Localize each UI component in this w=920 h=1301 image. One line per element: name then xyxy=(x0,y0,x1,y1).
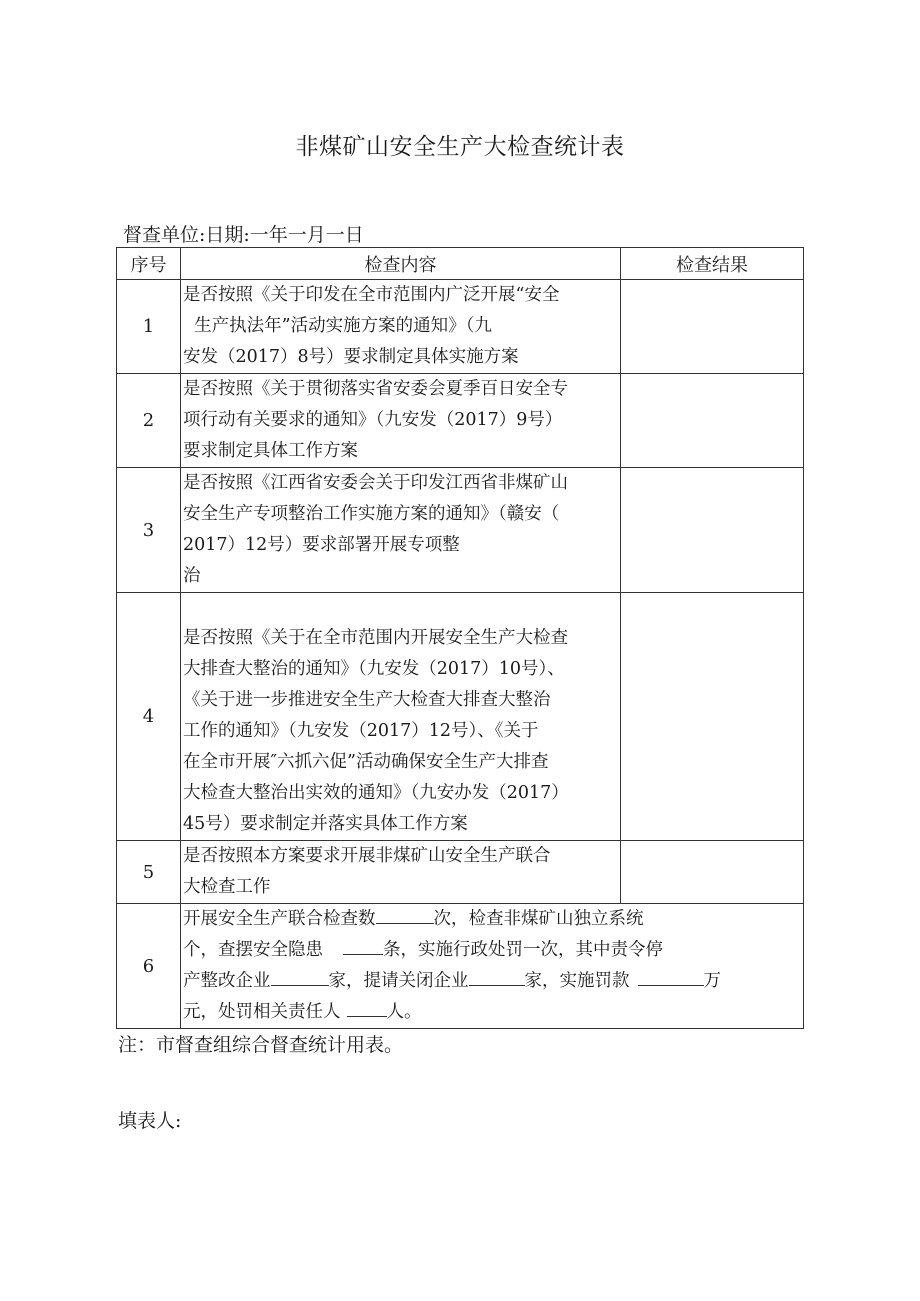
rectification-count-blank[interactable] xyxy=(271,967,329,986)
table-row xyxy=(117,468,804,593)
row-content xyxy=(181,593,621,841)
row-result-cell[interactable] xyxy=(621,374,804,468)
content-line: 是否按照《关于贯彻落实省安委会夏季百日安全专 xyxy=(183,379,568,399)
content-line: 治 xyxy=(183,566,201,586)
table-note: 注：市督查组综合督查统计用表。 xyxy=(118,1034,404,1056)
system-count-blank[interactable] xyxy=(343,936,383,955)
text-segment: 人。 xyxy=(386,1002,422,1022)
content-line: 工作的通知》（九安发（2017）12号）、《关于 xyxy=(183,721,539,741)
content-line: 45号）要求制定并落实具体工作方案 xyxy=(183,814,468,834)
content-line: 要求制定具体工作方案 xyxy=(183,441,358,461)
content-line xyxy=(183,935,801,966)
header-serial-no: 序号 xyxy=(117,248,181,280)
row-number: 6 xyxy=(117,904,181,1029)
row-content xyxy=(181,841,621,904)
row-content xyxy=(181,374,621,468)
content-line xyxy=(183,966,801,997)
row-content xyxy=(181,468,621,593)
text-segment: 次，检查非煤矿山独立系统 xyxy=(433,909,644,929)
inspection-unit-date-line: 督查单位:日期:一年一月一日 xyxy=(123,224,364,246)
table-row xyxy=(117,904,804,1029)
page-title: 非煤矿山安全生产大检查统计表 xyxy=(295,134,625,160)
content-line: 安发（2017）8号）要求制定具体实施方案 xyxy=(183,347,519,367)
content-line xyxy=(183,997,801,1028)
content-line: 是否按照《关于在全市范围内开展安全生产大检查 xyxy=(183,628,568,648)
text-segment: 家，提请关闭企业 xyxy=(328,971,469,991)
content-line: 是否按照《关于印发在全市范围内广泛开展“安全 xyxy=(183,285,560,305)
header-check-content: 检查内容 xyxy=(181,248,621,280)
table-row xyxy=(117,841,804,904)
row-result-cell[interactable] xyxy=(621,593,804,841)
content-line: 大检查工作 xyxy=(183,877,271,897)
row-number: 1 xyxy=(117,280,181,374)
row-number: 4 xyxy=(117,593,181,841)
row-number: 5 xyxy=(117,841,181,904)
row-result-cell[interactable] xyxy=(621,280,804,374)
inspection-table xyxy=(116,247,804,1029)
text-segment: 开展安全生产联合检查数 xyxy=(183,909,376,929)
content-line: 是否按照本方案要求开展非煤矿山安全生产联合 xyxy=(183,846,551,866)
content-line: 项行动有关要求的通知》（九安发（2017）9号） xyxy=(183,410,563,430)
content-line xyxy=(183,904,801,935)
closure-count-blank[interactable] xyxy=(469,967,525,986)
table-row xyxy=(117,280,804,374)
content-line: 在全市开展″六抓六促”活动确保安全生产大排查 xyxy=(183,752,549,772)
responsible-person-count-blank[interactable] xyxy=(347,998,387,1017)
text-segment: 万 xyxy=(703,971,721,991)
fine-amount-blank[interactable] xyxy=(638,967,704,986)
row-content xyxy=(181,280,621,374)
content-line: 大检查大整治出实效的通知》（九安办发（2017） xyxy=(183,783,569,803)
text-segment: 产整改企业 xyxy=(183,971,271,991)
content-line: 《关于进一步推进安全生产大检查大排查大整治 xyxy=(183,690,551,710)
row-number: 2 xyxy=(117,374,181,468)
table-header-row xyxy=(117,248,804,280)
filler-label: 填表人: xyxy=(118,1110,182,1132)
table-row xyxy=(117,593,804,841)
row-result-cell[interactable] xyxy=(621,468,804,593)
header-check-result: 检查结果 xyxy=(621,248,804,280)
row-number: 3 xyxy=(117,468,181,593)
text-segment: 家，实施罚款 xyxy=(524,971,630,991)
table-row xyxy=(117,374,804,468)
text-segment: 条，实施行政处罚一次，其中责令停 xyxy=(383,940,663,960)
content-line: 是否按照《江西省安委会关于印发江西省非煤矿山 xyxy=(183,473,568,493)
summary-fill-in-cell xyxy=(181,904,804,1029)
text-segment: 个，查摆安全隐患 xyxy=(183,940,323,960)
text-segment: 元，处罚相关责任人 xyxy=(183,1002,341,1022)
content-line: 生产执法年”活动实施方案的通知》（九 xyxy=(183,316,492,336)
content-line: 安全生产专项整治工作实施方案的通知》（赣安（ xyxy=(183,504,560,524)
row-result-cell[interactable] xyxy=(621,841,804,904)
content-line: 2017）12号）要求部署开展专项整 xyxy=(183,535,460,555)
content-line: 大排查大整治的通知》（九安发（2017）10号）、 xyxy=(183,659,565,679)
inspection-count-blank[interactable] xyxy=(376,905,434,924)
